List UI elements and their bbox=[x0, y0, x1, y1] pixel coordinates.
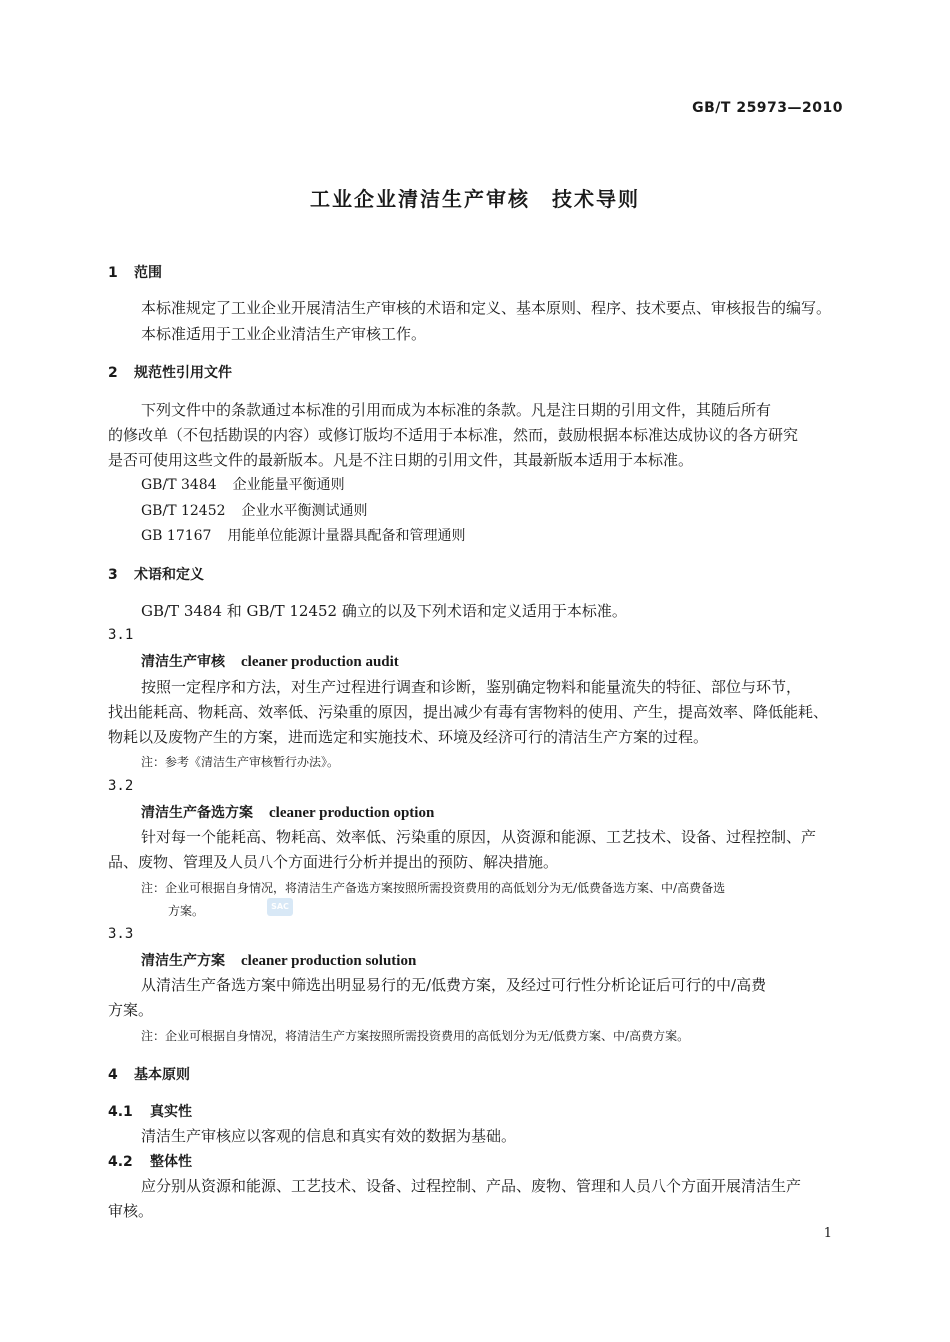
clause-number: 3.1 bbox=[108, 627, 134, 643]
reference-item bbox=[141, 525, 465, 545]
reference-code: GB/T 3484 bbox=[141, 477, 217, 493]
section-2-heading bbox=[108, 362, 232, 382]
term-chinese: 清洁生产方案 bbox=[141, 953, 225, 969]
clause-4-2-heading bbox=[108, 1151, 192, 1171]
reference-code: GB/T 12452 bbox=[141, 503, 226, 519]
term-chinese: 清洁生产审核 bbox=[141, 654, 225, 670]
sac-watermark-logo: SAC bbox=[267, 898, 293, 916]
reference-code: GB 17167 bbox=[141, 528, 212, 544]
clause-title: 真实性 bbox=[150, 1104, 192, 1120]
section-number: 4 bbox=[108, 1067, 118, 1083]
section-number: 2 bbox=[108, 365, 118, 381]
paragraph-line: 审核。 bbox=[108, 1202, 154, 1220]
term-entry bbox=[141, 802, 434, 822]
reference-item bbox=[141, 474, 345, 494]
standard-code: GB/T 25973—2010 bbox=[692, 100, 843, 116]
page-number: 1 bbox=[823, 1226, 832, 1241]
paragraph: 本标准适用于工业企业清洁生产审核工作。 bbox=[141, 325, 427, 343]
note: 方案。 bbox=[168, 904, 205, 918]
definition-line: 针对每一个能耗高、物耗高、效率低、污染重的原因，从资源和能源、工艺技术、设备、过程控制、产 bbox=[141, 828, 817, 846]
definition-line: 从清洁生产备选方案中筛选出明显易行的无/低费方案，及经过可行性分析论证后可行的中/高费 bbox=[141, 976, 767, 994]
clause-title: 整体性 bbox=[150, 1154, 192, 1170]
section-1-heading bbox=[108, 262, 162, 282]
section-3-heading bbox=[108, 564, 204, 584]
term-english: cleaner production audit bbox=[241, 654, 399, 670]
term-english: cleaner production solution bbox=[241, 953, 417, 969]
reference-name: 企业能量平衡通则 bbox=[232, 477, 345, 493]
definition-line: 品、废物、管理及人员八个方面进行分析并提出的预防、解决措施。 bbox=[108, 853, 559, 871]
section-title: 基本原则 bbox=[134, 1067, 190, 1083]
paragraph: GB/T 3484 和 GB/T 12452 确立的以及下列术语和定义适用于本标准。 bbox=[141, 602, 627, 620]
term-chinese: 清洁生产备选方案 bbox=[141, 805, 253, 821]
section-number: 1 bbox=[108, 265, 118, 281]
term-english: cleaner production option bbox=[269, 805, 435, 821]
term-entry bbox=[141, 651, 399, 671]
definition-line: 找出能耗高、物耗高、效率低、污染重的原因，提出减少有毒有害物料的使用、产生，提高效率、降低能耗、 bbox=[108, 703, 829, 721]
paragraph: 清洁生产审核应以客观的信息和真实有效的数据为基础。 bbox=[141, 1127, 517, 1145]
note: 注：参考《清洁生产审核暂行办法》。 bbox=[141, 755, 340, 769]
reference-item bbox=[141, 500, 368, 520]
note: 注：企业可根据自身情况，将清洁生产方案按照所需投资费用的高低划分为无/低费方案、中/高费方案。 bbox=[141, 1029, 690, 1043]
section-number: 3 bbox=[108, 567, 118, 583]
section-title: 规范性引用文件 bbox=[134, 365, 232, 381]
paragraph: 本标准规定了工业企业开展清洁生产审核的术语和定义、基本原则、程序、技术要点、审核报告的编写。 bbox=[141, 299, 832, 317]
term-entry bbox=[141, 950, 416, 970]
clause-number: 4.2 bbox=[108, 1154, 133, 1170]
clause-4-1-heading bbox=[108, 1101, 192, 1121]
paragraph-line: 应分别从资源和能源、工艺技术、设备、过程控制、产品、废物、管理和人员八个方面开展清洁生产 bbox=[141, 1177, 802, 1195]
clause-number: 4.1 bbox=[108, 1104, 133, 1120]
paragraph-line: 是否可使用这些文件的最新版本。凡是不注日期的引用文件，其最新版本适用于本标准。 bbox=[108, 451, 694, 469]
section-4-heading bbox=[108, 1064, 190, 1084]
clause-number: 3.3 bbox=[108, 926, 134, 942]
document-title: 工业企业清洁生产审核 技术导则 bbox=[310, 187, 640, 211]
reference-name: 企业水平衡测试通则 bbox=[241, 503, 368, 519]
section-title: 术语和定义 bbox=[134, 567, 204, 583]
definition-line: 方案。 bbox=[108, 1001, 154, 1019]
paragraph-line: 下列文件中的条款通过本标准的引用而成为本标准的条款。凡是注日期的引用文件，其随后所有 bbox=[141, 401, 772, 419]
section-title: 范围 bbox=[134, 265, 162, 281]
definition-line: 按照一定程序和方法，对生产过程进行调查和诊断，鉴别确定物料和能量流失的特征、部位与环节， bbox=[141, 678, 802, 696]
paragraph-line: 的修改单（不包括勘误的内容）或修订版均不适用于本标准，然而，鼓励根据本标准达成协议的各方研究 bbox=[108, 426, 799, 444]
clause-number: 3.2 bbox=[108, 778, 134, 794]
definition-line: 物耗以及废物产生的方案，进而选定和实施技术、环境及经济可行的清洁生产方案的过程。 bbox=[108, 728, 709, 746]
note: 注：企业可根据自身情况，将清洁生产备选方案按照所需投资费用的高低划分为无/低费备选方案、中/高费备选 bbox=[141, 881, 726, 895]
reference-name: 用能单位能源计量器具配备和管理通则 bbox=[227, 528, 466, 544]
